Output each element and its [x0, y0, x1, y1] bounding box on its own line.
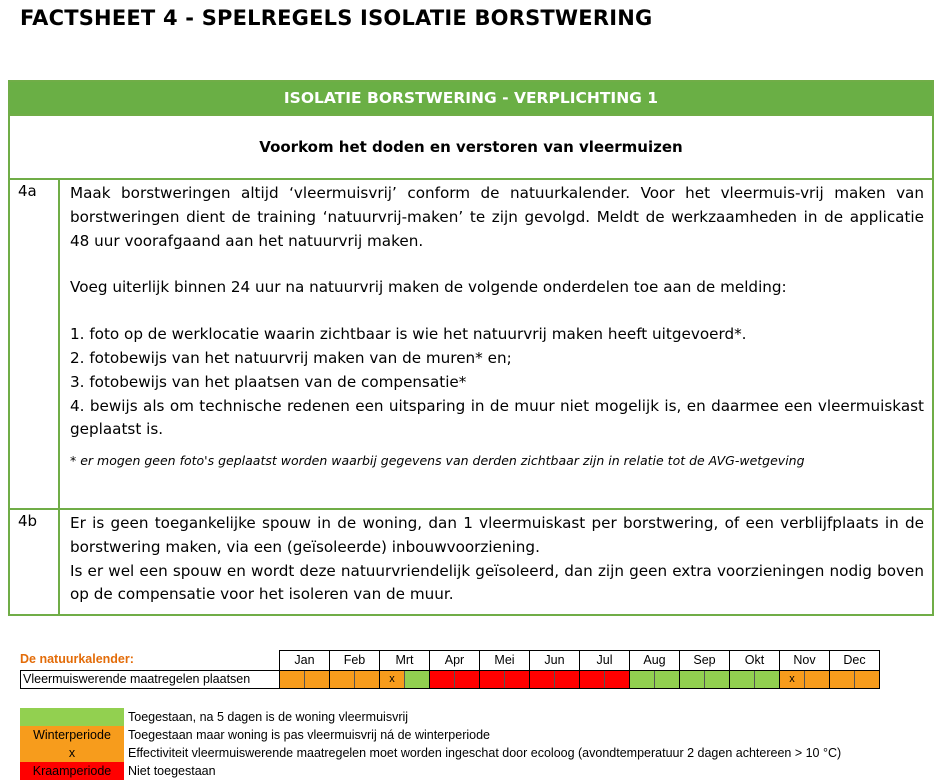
legend-text: Toegestaan, na 5 dagen is de woning vleermuisvrij — [128, 710, 409, 724]
calendar-cell — [530, 671, 555, 688]
calendar-month: Jan — [280, 651, 330, 670]
calendar-cell — [855, 671, 880, 688]
calendar-month: Aug — [630, 651, 680, 670]
legend-text: Effectiviteit vleermuiswerende maatregelen moet worden ingeschat door ecoloog (avondtemperatuur 2 dagen achtereen > 10 °C) — [128, 746, 842, 760]
rule-text — [59, 509, 933, 615]
legend-swatch: x — [20, 744, 124, 762]
table-row — [9, 509, 933, 615]
list-item: 2. fotobewijs van het natuurvrij maken van de muren* en; — [70, 348, 512, 367]
calendar-month: Apr — [430, 651, 480, 670]
calendar-cell — [355, 671, 380, 688]
legend-text: Toegestaan maar woning is pas vleermuisvrij ná de winterperiode — [128, 728, 490, 742]
list-item: 4. bewijs als om technische redenen een uitsparing in de muur niet mogelijk is, en daarmee een vleermuiskast geplaatst is. — [70, 396, 924, 439]
calendar-month: Dec — [830, 651, 880, 670]
footnote: * er mogen geen foto's geplaatst worden waarbij gegevens van derden zichtbaar zijn in relatie tot de AVG-wetgeving — [70, 453, 805, 469]
calendar-cell — [830, 671, 855, 688]
calendar-cell — [680, 671, 705, 688]
calendar-cells — [279, 670, 880, 689]
calendar-month: Jul — [580, 651, 630, 670]
calendar-month: Feb — [330, 651, 380, 670]
calendar-cell — [505, 671, 530, 688]
rule-text — [59, 179, 933, 509]
rule-paragraph: Er is geen toegankelijke spouw in de woning, dan 1 vleermuiskast per borstwering, of een verblijfplaats in de borstwering maken, via een (geïsoleerde) inbouwvoorziening. — [70, 514, 924, 556]
rule-paragraph: Is er wel een spouw en wordt deze natuurvriendelijk geïsoleerd, dan zijn geen extra voorzieningen nodig boven op de compensatie voor het isoleren van de muur. — [70, 561, 924, 604]
legend-item — [20, 708, 841, 726]
rule-paragraph: Maak borstweringen altijd ‘vleermuisvrij’ conform de natuurkalender. Voor het vleermuis-vrij maken van borstweringen dient de training ‘natuurvrij-maken’ te zijn gevolgd. Meldt de werkzaamheden in de applicatie 48 uur voorafgaand aan het natuurvrij maken. — [70, 184, 924, 250]
calendar-month: Mei — [480, 651, 530, 670]
calendar-cell: x — [780, 671, 805, 688]
rule-paragraph: Voeg uiterlijk binnen 24 uur na natuurvrij maken de volgende onderdelen toe aan de melding: — [70, 278, 787, 297]
calendar-month: Sep — [680, 651, 730, 670]
calendar-cell — [305, 671, 330, 688]
legend-swatch: Kraamperiode — [20, 762, 124, 780]
legend-item — [20, 744, 841, 762]
calendar-cell — [755, 671, 780, 688]
rule-number: 4b — [9, 509, 59, 615]
calendar-month: Jun — [530, 651, 580, 670]
calendar-cell — [555, 671, 580, 688]
calendar-cell — [730, 671, 755, 688]
calendar-cell — [605, 671, 630, 688]
calendar-month: Mrt — [380, 651, 430, 670]
table-subheader: Voorkom het doden en verstoren van vleermuizen — [9, 115, 933, 179]
calendar-cell — [430, 671, 455, 688]
calendar-cell — [630, 671, 655, 688]
calendar-cell — [805, 671, 830, 688]
legend-item — [20, 726, 841, 744]
rules-table — [8, 80, 934, 616]
calendar-cell — [330, 671, 355, 688]
calendar-cell: x — [380, 671, 405, 688]
calendar-cell — [705, 671, 730, 688]
calendar-title: De natuurkalender: — [20, 652, 134, 666]
legend-swatch — [20, 708, 124, 726]
calendar-cell — [580, 671, 605, 688]
calendar-cell — [280, 671, 305, 688]
calendar-months — [279, 650, 880, 671]
page-title: FACTSHEET 4 - SPELREGELS ISOLATIE BORSTWERING — [20, 6, 653, 30]
calendar-cell — [480, 671, 505, 688]
calendar-month: Nov — [780, 651, 830, 670]
calendar-month: Okt — [730, 651, 780, 670]
table-header: ISOLATIE BORSTWERING - VERPLICHTING 1 — [9, 81, 933, 115]
calendar-legend — [20, 708, 841, 780]
list-item: 1. foto op de werklocatie waarin zichtbaar is wie het natuurvrij maken heeft uitgevoerd*. — [70, 325, 747, 344]
calendar-row-label: Vleermuiswerende maatregelen plaatsen — [20, 670, 282, 689]
rule-number: 4a — [9, 179, 59, 509]
calendar-cell — [405, 671, 430, 688]
legend-text: Niet toegestaan — [128, 764, 216, 778]
legend-swatch: Winterperiode — [20, 726, 124, 744]
table-row — [9, 179, 933, 509]
legend-item — [20, 762, 841, 780]
calendar-cell — [655, 671, 680, 688]
calendar-cell — [455, 671, 480, 688]
list-item: 3. fotobewijs van het plaatsen van de compensatie* — [70, 372, 467, 391]
